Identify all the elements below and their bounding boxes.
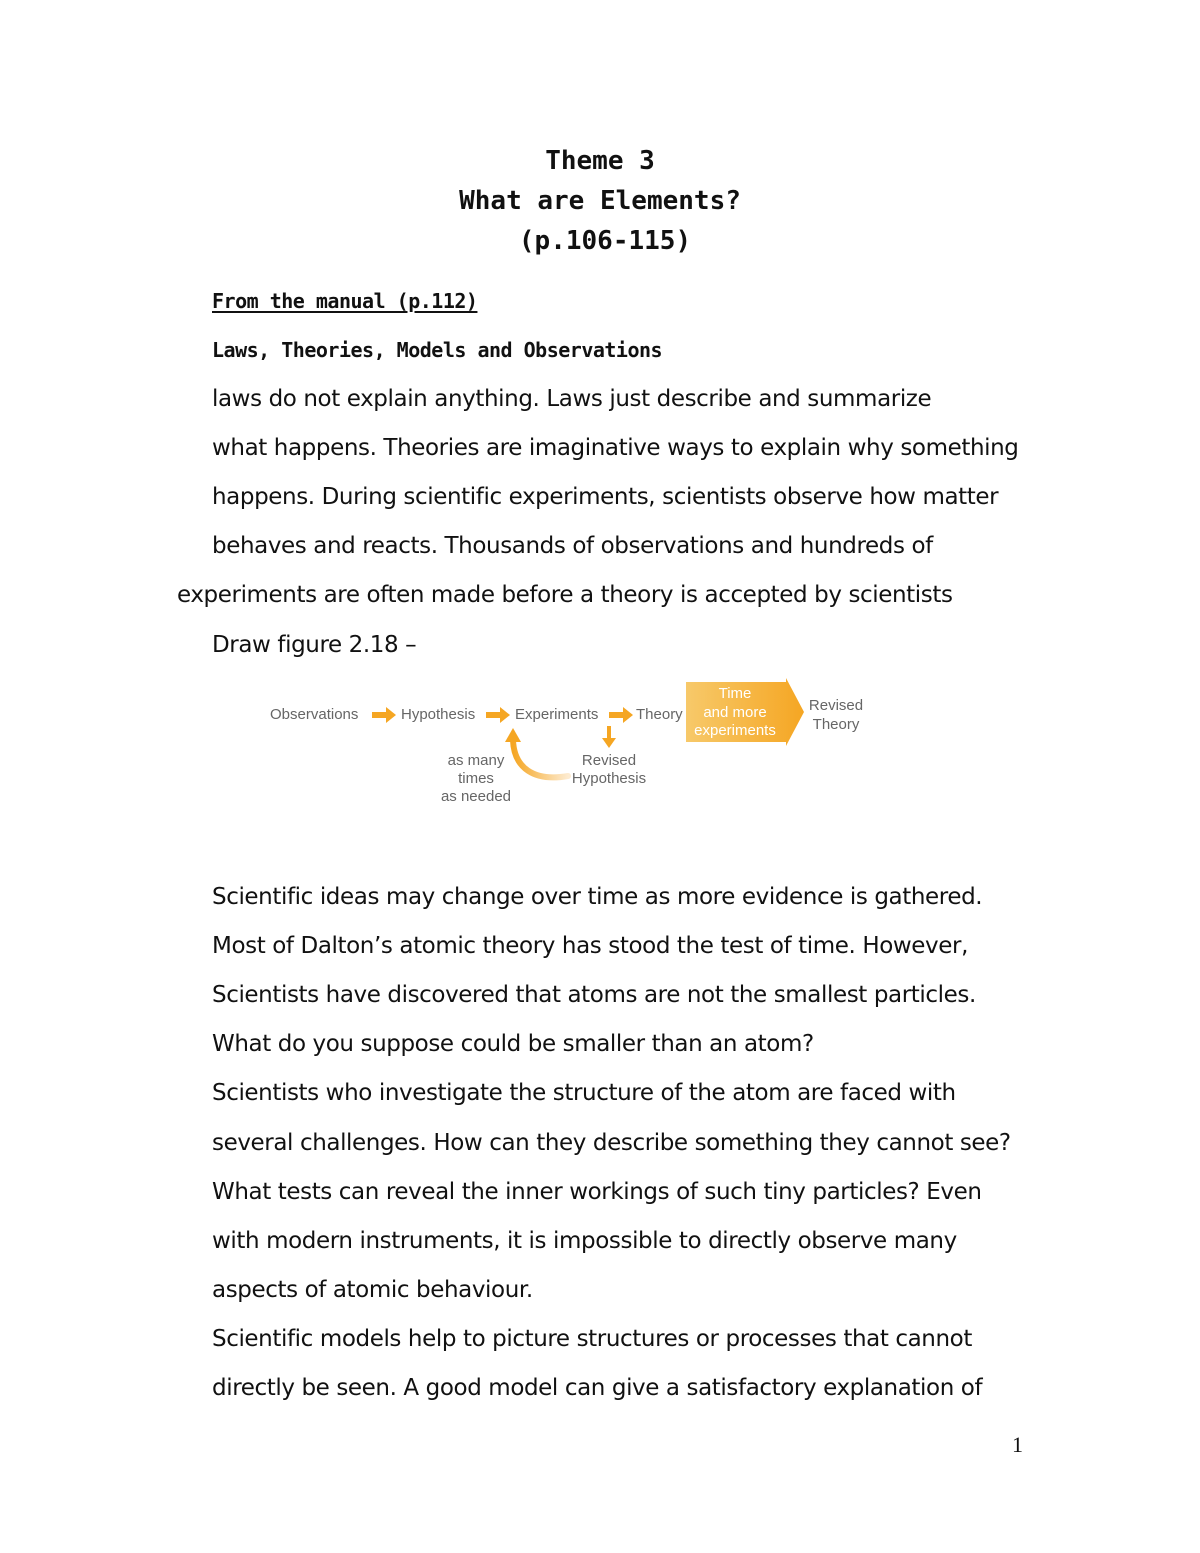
- page-number: 1: [1012, 1432, 1023, 1457]
- paragraph1-line: happens. During scientific experiments, scientists observe how matter: [212, 484, 999, 510]
- paragraph1-line: behaves and reacts. Thousands of observations and hundreds of: [212, 533, 933, 559]
- arrow-up-icon: [505, 728, 521, 742]
- label-and-more: and more: [703, 704, 767, 721]
- paragraph1-line: what happens. Theories are imaginative ways to explain why something: [212, 435, 1019, 461]
- paragraph2-line: Scientific ideas may change over time as more evidence is gathered.: [212, 884, 983, 910]
- paragraph2-line: Scientific models help to picture structures or processes that cannot: [212, 1326, 972, 1352]
- label-as-many: as many: [447, 752, 505, 769]
- label-hypothesis: Hypothesis: [401, 706, 476, 723]
- title-theme: Theme 3: [545, 146, 655, 176]
- paragraph2-line: with modern instruments, it is impossible to directly observe many: [212, 1228, 957, 1254]
- label-revised-hypothesis: Hypothesis: [571, 770, 647, 787]
- arrow-right-icon: [372, 707, 396, 723]
- paragraph1-line: laws do not explain anything. Laws just describe and summarize: [212, 386, 932, 412]
- paragraph2-line: Most of Dalton’s atomic theory has stood the test of time. However,: [212, 933, 968, 959]
- title-pages: (p.106-115): [518, 226, 692, 256]
- label-revised-theory: Theory: [812, 716, 860, 733]
- label-experiments-more: experiments: [694, 722, 776, 739]
- label-observations: Observations: [270, 706, 359, 723]
- paragraph2-line: Scientists who investigate the structure of the atom are faced with: [212, 1080, 956, 1106]
- arrow-right-icon: [609, 707, 633, 723]
- label-revised-hypothesis: Revised: [581, 752, 637, 769]
- arrow-right-icon: [486, 707, 510, 723]
- label-times: times: [458, 770, 494, 787]
- section-subheading: Laws, Theories, Models and Observations: [212, 338, 663, 362]
- title-question: What are Elements?: [459, 186, 741, 216]
- label-theory: Theory: [636, 706, 683, 723]
- label-time: Time: [718, 685, 752, 702]
- loop-arrow-icon: [513, 740, 568, 777]
- paragraph2-line: several challenges. How can they describe something they cannot see?: [212, 1130, 1011, 1156]
- figure-instruction: Draw figure 2.18 –: [212, 632, 417, 658]
- paragraph1-line: experiments are often made before a theory is accepted by scientists: [177, 582, 953, 608]
- paragraph2-line: Scientists have discovered that atoms are not the smallest particles.: [212, 982, 976, 1008]
- paragraph2-line: What tests can reveal the inner workings of such tiny particles? Even: [212, 1179, 982, 1205]
- label-as-needed: as needed: [440, 788, 512, 805]
- arrow-down-icon: [602, 738, 616, 748]
- paragraph2-line: aspects of atomic behaviour.: [212, 1277, 533, 1303]
- label-experiments: Experiments: [515, 706, 599, 723]
- scientific-method-figure: [262, 676, 882, 816]
- arrow-down-stem: [607, 726, 611, 738]
- paragraph2-line: directly be seen. A good model can give a satisfactory explanation of: [212, 1375, 983, 1401]
- manual-reference: From the manual (p.112): [212, 289, 478, 313]
- paragraph2-line: What do you suppose could be smaller than an atom?: [212, 1031, 814, 1057]
- label-revised-theory: Revised: [808, 697, 864, 714]
